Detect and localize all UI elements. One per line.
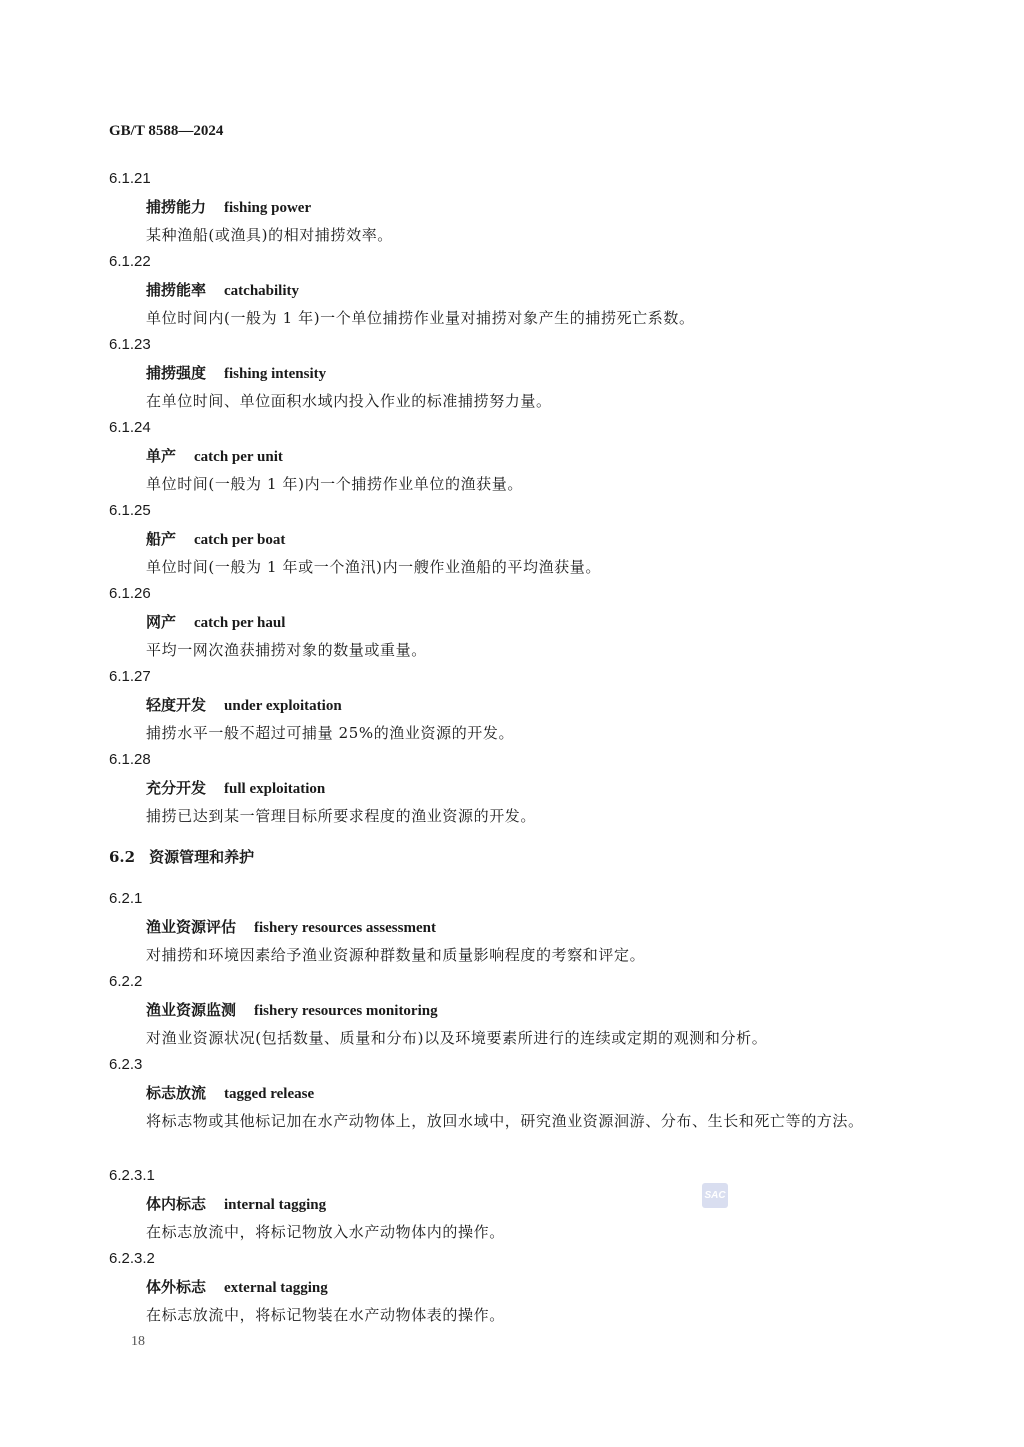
term-english: fishery resources assessment: [254, 920, 436, 936]
term-english: external tagging: [224, 1280, 328, 1296]
section-number: 6.2: [109, 848, 136, 866]
term-heading: [146, 691, 342, 720]
term-definition: 对渔业资源状况(包括数量、质量和分布)以及环境要素所进行的连续或定期的观测和分析。: [146, 1029, 768, 1047]
term-heading: [146, 276, 299, 305]
term-chinese: 渔业资源监测: [146, 1001, 237, 1019]
term-english: catchability: [224, 283, 300, 299]
term-heading: [146, 1273, 328, 1302]
term-number: 6.2.3: [109, 1056, 143, 1073]
term-heading: [146, 442, 283, 471]
sac-watermark-logo: SAC: [702, 1183, 728, 1208]
term-definition: 在标志放流中，将标记物放入水产动物体内的操作。: [146, 1223, 505, 1241]
term-chinese: 渔业资源评估: [146, 918, 237, 936]
term-number: 6.1.25: [109, 502, 151, 519]
term-definition: 单位时间内(一般为 1 年)一个单位捕捞作业量对捕捞对象产生的捕捞死亡系数。: [146, 309, 695, 327]
term-chinese: 轻度开发: [146, 696, 207, 714]
term-heading: [146, 608, 285, 637]
term-english: tagged release: [224, 1086, 315, 1102]
term-number: 6.2.3.2: [109, 1250, 155, 1267]
term-number: 6.2.3.1: [109, 1167, 155, 1184]
term-number: 6.1.27: [109, 668, 151, 685]
term-number: 6.2.2: [109, 973, 143, 990]
term-heading: [146, 774, 325, 803]
term-chinese: 单产: [146, 447, 177, 465]
term-chinese: 充分开发: [146, 779, 207, 797]
term-definition: 某种渔船(或渔具)的相对捕捞效率。: [146, 226, 393, 244]
term-chinese: 网产: [146, 613, 177, 631]
term-number: 6.1.28: [109, 751, 151, 768]
term-english: catch per haul: [194, 615, 286, 631]
term-english: fishing power: [224, 200, 312, 216]
term-english: under exploitation: [224, 698, 342, 714]
term-heading: [146, 913, 436, 942]
term-number: 6.1.21: [109, 170, 151, 187]
term-number: 6.1.24: [109, 419, 151, 436]
term-chinese: 标志放流: [146, 1084, 207, 1102]
term-heading: [146, 996, 438, 1025]
term-chinese: 船产: [146, 530, 177, 548]
term-heading: [146, 1190, 326, 1219]
term-definition: 捕捞已达到某一管理目标所要求程度的渔业资源的开发。: [146, 807, 537, 825]
term-definition: 平均一网次渔获捕捞对象的数量或重量。: [146, 641, 427, 659]
term-chinese: 体内标志: [146, 1195, 207, 1213]
term-heading: [146, 1079, 314, 1108]
term-chinese: 体外标志: [146, 1278, 207, 1296]
term-number: 6.1.26: [109, 585, 151, 602]
term-definition: 单位时间(一般为 1 年或一个渔汛)内一艘作业渔船的平均渔获量。: [146, 558, 601, 576]
term-english: catch per boat: [194, 532, 286, 548]
term-number: 6.2.1: [109, 890, 143, 907]
term-english: fishing intensity: [224, 366, 327, 382]
term-english: catch per unit: [194, 449, 283, 465]
term-number: 6.1.23: [109, 336, 151, 353]
term-english: fishery resources monitoring: [254, 1003, 438, 1019]
term-definition: 在标志放流中，将标记物装在水产动物体表的操作。: [146, 1306, 505, 1324]
term-definition: 在单位时间、单位面积水域内投入作业的标准捕捞努力量。: [146, 392, 552, 410]
term-heading: [146, 359, 326, 388]
section-heading: [109, 843, 254, 871]
term-definition: 将标志物或其他标记加在水产动物体上，放回水域中，研究渔业资源洄游、分布、生长和死亡等的方法。: [146, 1112, 864, 1130]
section-title: 资源管理和养护: [149, 848, 255, 866]
term-definition: 捕捞水平一般不超过可捕量 25%的渔业资源的开发。: [146, 724, 515, 742]
term-english: full exploitation: [224, 781, 326, 797]
term-chinese: 捕捞能率: [146, 281, 207, 299]
term-chinese: 捕捞强度: [146, 364, 207, 382]
term-number: 6.1.22: [109, 253, 151, 270]
term-heading: [146, 525, 285, 554]
term-definition: 对捕捞和环境因素给予渔业资源种群数量和质量影响程度的考察和评定。: [146, 946, 646, 964]
term-definition: 单位时间(一般为 1 年)内一个捕捞作业单位的渔获量。: [146, 475, 523, 493]
standard-code-header: GB/T 8588—2024: [109, 123, 224, 139]
page-number: 18: [131, 1334, 145, 1349]
term-english: internal tagging: [224, 1197, 327, 1213]
term-heading: [146, 193, 311, 222]
term-chinese: 捕捞能力: [146, 198, 207, 216]
